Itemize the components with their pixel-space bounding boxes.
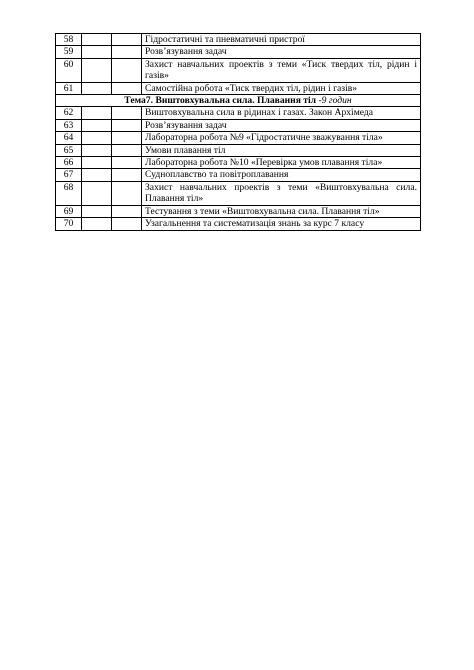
lesson-topic: Гідростатичні та пневматичні пристрої — [142, 34, 421, 46]
lesson-topic: Захист навчальних проектів з теми «Виштовхувальна сила. Плавання тіл» — [142, 181, 421, 205]
date-cell — [82, 34, 112, 46]
lesson-topic: Розв’язування задач — [142, 119, 421, 131]
lesson-number: 68 — [56, 181, 82, 205]
date-cell — [112, 181, 142, 205]
date-cell — [82, 218, 112, 230]
date-cell — [112, 34, 142, 46]
lesson-number: 64 — [56, 132, 82, 144]
lesson-number: 63 — [56, 119, 82, 131]
date-cell — [82, 119, 112, 131]
table-row — [56, 58, 421, 82]
date-cell — [112, 58, 142, 82]
lesson-plan-table — [55, 33, 421, 231]
lesson-topic: Виштовхувальна сила в рідинах і газах. Закон Архімеда — [142, 107, 421, 119]
date-cell — [82, 205, 112, 217]
lesson-topic: Лабораторна робота №10 «Перевірка умов плавання тіла» — [142, 157, 421, 169]
lesson-topic: Тестування з теми «Виштовхувальна сила. Плавання тіл» — [142, 205, 421, 217]
date-cell — [82, 169, 112, 181]
section-heading-row — [56, 95, 421, 107]
date-cell — [112, 157, 142, 169]
table-row — [56, 218, 421, 230]
lesson-topic: Самостійна робота «Тиск твердих тіл, рідин і газів» — [142, 82, 421, 94]
date-cell — [112, 205, 142, 217]
lesson-topic: Судноплавство та повітроплавання — [142, 169, 421, 181]
lesson-number: 60 — [56, 58, 82, 82]
date-cell — [82, 157, 112, 169]
date-cell — [82, 181, 112, 205]
table-row — [56, 132, 421, 144]
table-row — [56, 181, 421, 205]
lesson-number: 61 — [56, 82, 82, 94]
lesson-number: 66 — [56, 157, 82, 169]
lesson-number: 69 — [56, 205, 82, 217]
lesson-topic: Захист навчальних проектів з теми «Тиск твердих тіл, рідин і газів» — [142, 58, 421, 82]
table-row — [56, 144, 421, 156]
lesson-topic: Узагальнення та систематизація знань за курс 7 класу — [142, 218, 421, 230]
table-row — [56, 34, 421, 46]
date-cell — [82, 58, 112, 82]
lesson-number: 70 — [56, 218, 82, 230]
date-cell — [112, 169, 142, 181]
section-hours: -9 годин — [316, 95, 352, 107]
date-cell — [82, 132, 112, 144]
section-heading — [56, 95, 421, 107]
table-row — [56, 169, 421, 181]
lesson-topic: Лабораторна робота №9 «Гідростатичне зважування тіла» — [142, 132, 421, 144]
date-cell — [82, 46, 112, 58]
date-cell — [112, 119, 142, 131]
table-row — [56, 157, 421, 169]
table-row — [56, 107, 421, 119]
lesson-number: 67 — [56, 169, 82, 181]
date-cell — [112, 107, 142, 119]
table-row — [56, 205, 421, 217]
lesson-topic: Розв’язування задач — [142, 46, 421, 58]
date-cell — [112, 82, 142, 94]
date-cell — [82, 107, 112, 119]
date-cell — [112, 132, 142, 144]
lesson-number: 62 — [56, 107, 82, 119]
lesson-number: 65 — [56, 144, 82, 156]
lesson-number: 59 — [56, 46, 82, 58]
lesson-number: 58 — [56, 34, 82, 46]
table-row — [56, 119, 421, 131]
date-cell — [112, 46, 142, 58]
table-row — [56, 82, 421, 94]
section-title: Тема7. Виштовхувальна сила. Плавання тіл — [124, 95, 317, 107]
lesson-topic: Умови плавання тіл — [142, 144, 421, 156]
table-row — [56, 46, 421, 58]
date-cell — [112, 144, 142, 156]
date-cell — [82, 82, 112, 94]
date-cell — [112, 218, 142, 230]
date-cell — [82, 144, 112, 156]
